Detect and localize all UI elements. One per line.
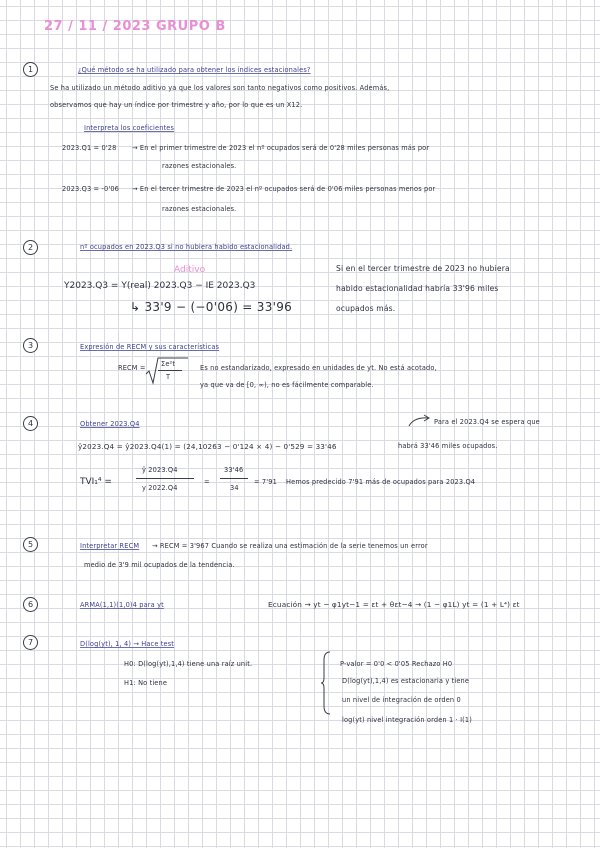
tvi-label: TVI₁⁴ = xyxy=(80,477,112,487)
q5-text-line2: medio de 3'9 mil ocupados de la tendencia. xyxy=(84,561,235,569)
q7-result-3: un nivel de integración de orden 0 xyxy=(342,696,461,704)
question-1-text: ¿Qué método se ha utilizado para obtener los índices estacionales? xyxy=(78,66,311,74)
recm-label: RECM = xyxy=(118,364,146,372)
tvi-denominator: y 2022.Q4 xyxy=(142,484,178,492)
coef-1-text2: razones estacionales. xyxy=(162,162,237,170)
q2-answer-line1: Si en el tercer trimestre de 2023 no hubiera xyxy=(336,264,510,273)
tvi-equals: = xyxy=(204,478,210,486)
coef-2-text2: razones estacionales. xyxy=(162,205,237,213)
q2-equation-2: ↳ 33'9 − (−0'06) = 33'96 xyxy=(130,300,293,314)
coef-1-text: → En el primer trimestre de 2023 el nº ocupados será de 0'28 miles personas más por xyxy=(132,144,430,152)
question-3-text: Expresión de RECM y sus características xyxy=(80,343,220,351)
recm-numerator: Σe²t xyxy=(161,360,176,368)
question-number-3: 3 xyxy=(23,338,38,353)
q4-equation-1: ŷ2023.Q4 = ŷ2023.Q4(1) = (24,10263 − 0'124 × 4) − 0'529 = 33'46 xyxy=(78,442,337,451)
page-title: 27 / 11 / 2023 GRUPO B xyxy=(44,19,226,34)
question-number-1: 1 xyxy=(23,62,38,77)
q7-result-2: D(log(yt),1,4) es estacionaria y tiene xyxy=(342,677,470,685)
q7-result-4: log(yt) nivel integración orden 1 · I(1) xyxy=(342,716,472,724)
question-number-4: 4 xyxy=(23,416,38,431)
question-6-label: ARMA(1,1)(1,0)4 para yt xyxy=(80,601,164,609)
q7-result-1: P-valor = 0'0 < 0'05 Rechazo H0 xyxy=(340,660,453,668)
question-number-2: 2 xyxy=(23,240,38,255)
recm-denominator: T xyxy=(166,373,171,381)
question-number-6: 6 xyxy=(23,597,38,612)
q7-h1: H1: No tiene xyxy=(124,679,168,687)
tvi-result: = 7'91 xyxy=(254,478,277,486)
coef-1-label: 2023.Q1 = 0'28 xyxy=(62,144,117,152)
tvi-fraction-bar xyxy=(136,478,194,479)
curly-brace-icon xyxy=(320,650,332,716)
q3-text-line2: ya que va de [0, ∞), no es fácilmente comparable. xyxy=(200,381,374,389)
q3-text-line1: Es no estandarizado, expresado en unidades de yt. No está acotado, xyxy=(200,364,437,372)
question-number-7: 7 xyxy=(23,635,38,650)
q5-text-line1: → RECM = 3'967 Cuando se realiza una estimación de la serie tenemos un error xyxy=(152,542,428,550)
tvi-note: Hemos predecido 7'91 más de ocupados para 2023.Q4 xyxy=(286,478,476,486)
tvi-mid-bar xyxy=(220,478,248,479)
coef-2-text: → En el tercer trimestre de 2023 el nº ocupados será de 0'06 miles personas menos por xyxy=(132,185,436,193)
q7-h0: H0: D(log(yt),1,4) tiene una raíz unit. xyxy=(124,660,253,668)
aditivo-note: Aditivo xyxy=(174,265,206,275)
coef-2-label: 2023.Q3 = -0'06 xyxy=(62,185,120,193)
question-4-text: Obtener 2023.Q4 xyxy=(80,420,140,428)
curved-arrow-icon xyxy=(406,414,432,428)
question-2-text: nº ocupados en 2023.Q3 si no hubiera habido estacionalidad. xyxy=(80,243,293,251)
question-7-label: D(log(yt), 1, 4) → Hace test xyxy=(80,640,175,648)
tvi-numerator: ŷ 2023.Q4 xyxy=(142,466,178,474)
question-5-label: Interpretar RECM xyxy=(80,542,140,550)
answer-1-line2: observamos que hay un índice por trimestre y año, por lo que es un X12. xyxy=(50,101,303,109)
q2-equation-1: Y2023.Q3 = Y(real) 2023.Q3 − IE 2023.Q3 xyxy=(64,281,256,291)
tvi-mid-num: 33'46 xyxy=(224,466,244,474)
answer-1-line1: Se ha utilizado un método aditivo ya que los valores son tanto negativos como positivos. Además, xyxy=(50,84,390,92)
q2-answer-line2: habido estacionalidad habría 33'96 miles xyxy=(336,284,499,293)
fraction-bar xyxy=(158,370,182,371)
q6-equation: Ecuación → yt − φ1yt−1 = εt + θεt−4 → (1 − φ1L) yt = (1 + L⁴) εt xyxy=(268,600,520,609)
question-number-5: 5 xyxy=(23,537,38,552)
subquestion-1: Interpreta los coeficientes xyxy=(84,124,175,132)
q2-answer-line3: ocupados más. xyxy=(336,304,396,313)
tvi-mid-den: 34 xyxy=(230,484,239,492)
q4-equation-note: habrá 33'46 miles ocupados. xyxy=(398,442,498,450)
q4-side-note: Para el 2023.Q4 se espera que xyxy=(434,418,540,426)
